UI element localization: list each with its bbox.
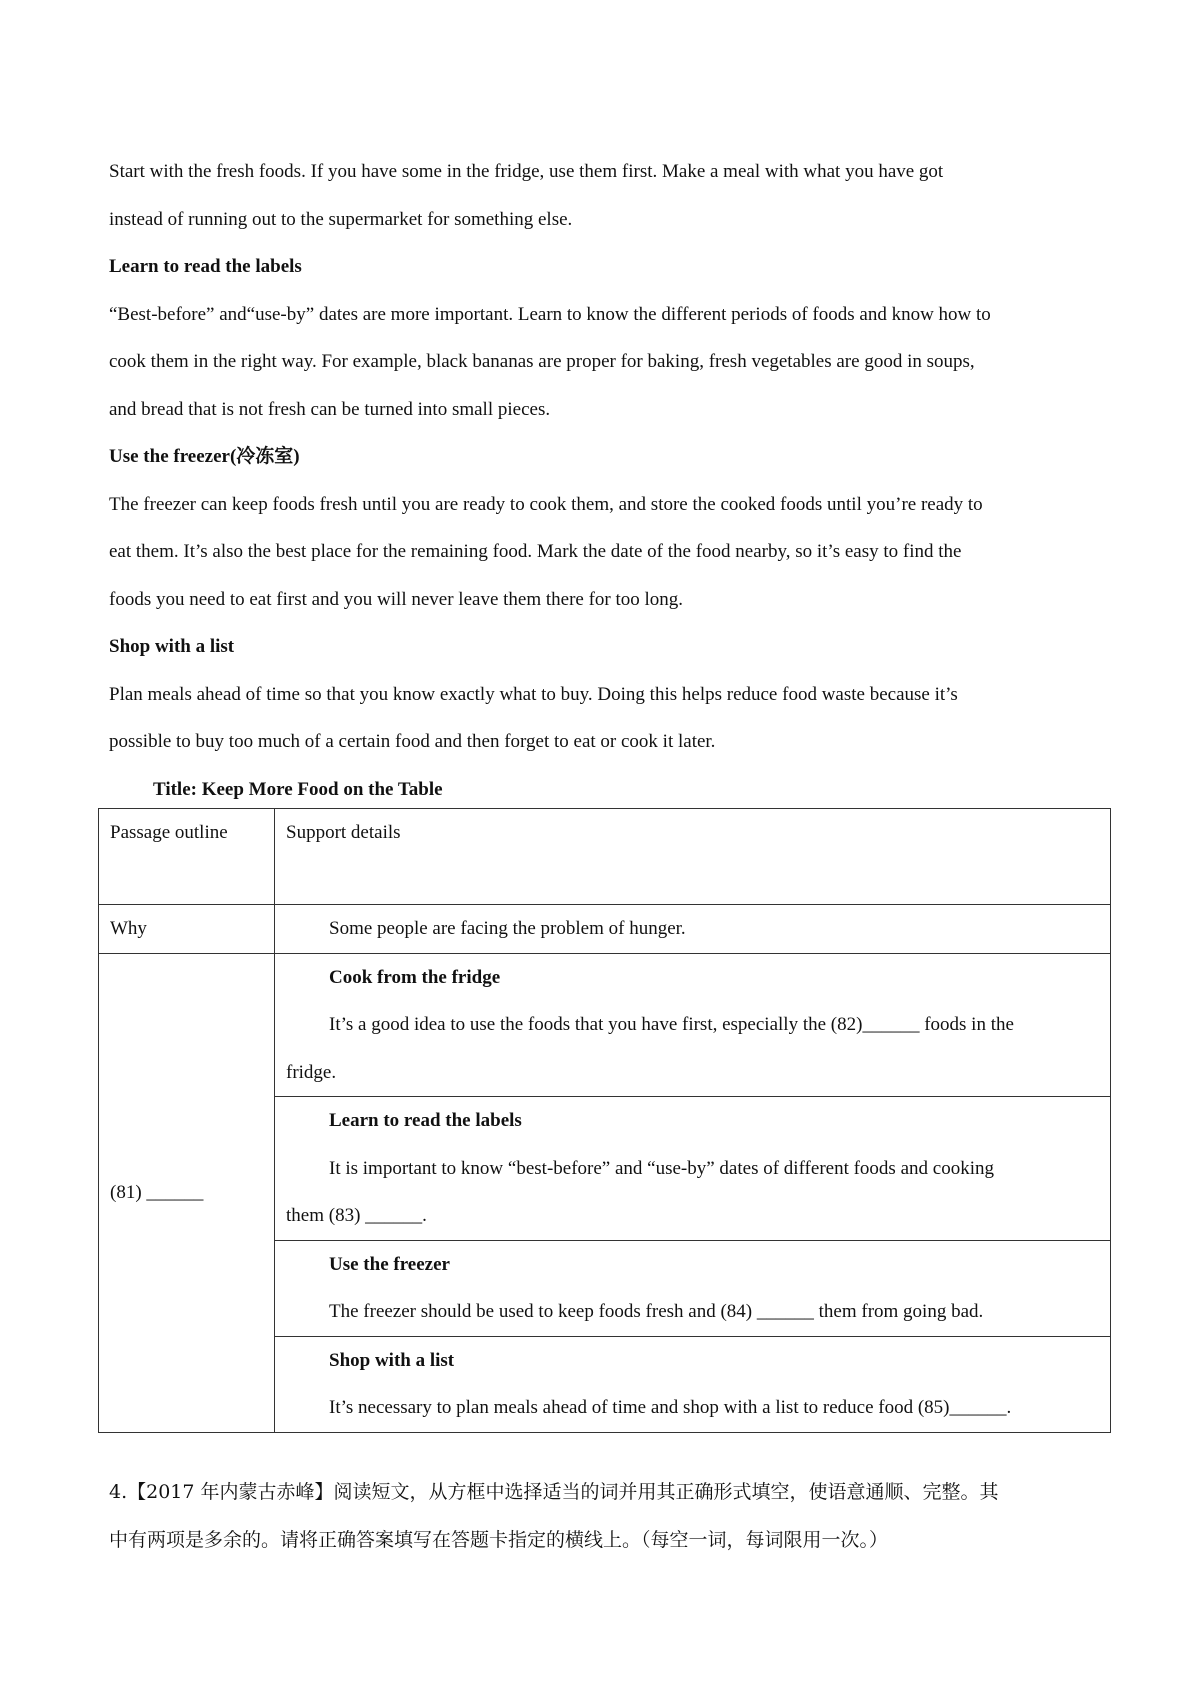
passage-line: cook them in the right way. For example, black bananas are proper for baking, fresh vegetables are good in soups, bbox=[109, 351, 975, 372]
passage bbox=[109, 148, 1111, 813]
passage-line: foods you need to eat first and you will never leave them there for too long. bbox=[109, 588, 684, 610]
outline-table bbox=[98, 808, 1111, 1433]
table-title: Title: Keep More Food on the Table bbox=[153, 778, 443, 800]
cell-blank-81: (81) ______ bbox=[99, 953, 275, 1432]
header-cell-details: Support details bbox=[275, 809, 1111, 905]
cell-detail-labels: Learn to read the labels It is important to know “best-before” and “use-by” dates of different foods and cooking them (83) ______. bbox=[275, 1097, 1111, 1241]
cell-detail-fridge: Cook from the fridge It’s a good idea to use the foods that you have first, especially the (82)______ foods in the fridge. bbox=[275, 953, 1111, 1097]
table-row bbox=[99, 953, 1111, 1097]
table-header-row bbox=[99, 809, 1111, 905]
cell-detail-list: Shop with a list It’s necessary to plan meals ahead of time and shop with a list to reduce food (85)______. bbox=[275, 1336, 1111, 1432]
passage-line: instead of running out to the supermarket for something else. bbox=[109, 208, 573, 230]
passage-line: and bread that is not fresh can be turned into small pieces. bbox=[109, 398, 551, 420]
instruction-line: 中有两项是多余的。请将正确答案填写在答题卡指定的横线上。（每空一词，每词限用一次。） bbox=[109, 1529, 889, 1551]
question-4-instructions bbox=[109, 1468, 1111, 1564]
table-row-why bbox=[99, 905, 1111, 954]
passage-line: Plan meals ahead of time so that you know exactly what to buy. Doing this helps reduce food waste because it’s bbox=[109, 683, 958, 705]
header-cell-outline: Passage outline bbox=[99, 809, 275, 905]
passage-line: Start with the fresh foods. If you have some in the fridge, use them first. Make a meal with what you have got bbox=[109, 161, 944, 182]
passage-line: eat them. It’s also the best place for the remaining food. Mark the date of the food nearby, so it’s easy to find the bbox=[109, 541, 962, 562]
cell-why-label: Why bbox=[99, 905, 275, 954]
section-heading-labels: Learn to read the labels bbox=[109, 256, 302, 277]
section-heading-list: Shop with a list bbox=[109, 636, 235, 657]
cell-detail-freezer: Use the freezer The freezer should be used to keep foods fresh and (84) ______ them from going bad. bbox=[275, 1240, 1111, 1336]
instruction-line: 4.【2017 年内蒙古赤峰】阅读短文，从方框中选择适当的词并用其正确形式填空，使语意通顺、完整。其 bbox=[109, 1481, 999, 1503]
section-heading-freezer: Use the freezer(冷冻室) bbox=[109, 446, 300, 467]
passage-line: possible to buy too much of a certain food and then forget to eat or cook it later. bbox=[109, 731, 716, 752]
passage-line: The freezer can keep foods fresh until you are ready to cook them, and store the cooked foods until you’re ready to bbox=[109, 493, 983, 515]
passage-line: “Best-before” and“use-by” dates are more important. Learn to know the different periods of foods and know how to bbox=[109, 303, 991, 325]
cell-why-detail: Some people are facing the problem of hunger. bbox=[275, 905, 1111, 954]
